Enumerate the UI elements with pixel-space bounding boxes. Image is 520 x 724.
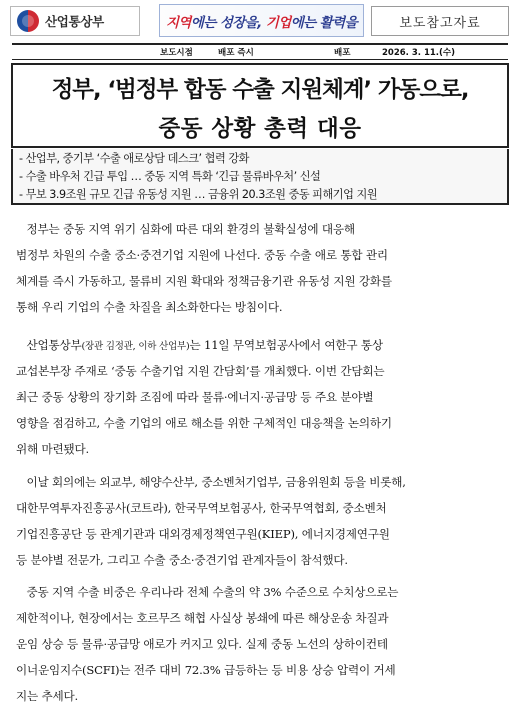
paragraph-1 [16,216,506,320]
ministry-logo [10,6,140,36]
headline-line-2: 중동 상황 총력 대응 [158,116,362,142]
slogan-part4: 에는 활력을 [290,14,358,31]
summary-box [11,149,509,205]
slogan-part1: 지역 [165,14,191,31]
paragraph-line: 통해 우리 기업의 수출 차질을 최소화한다는 방침이다. [16,300,283,314]
paragraph-line: 이너운임지수(SCFI)는 전주 대비 72.3% 급등하는 등 비용 상승 압력이 거세 [16,663,396,677]
distribution-date: 2026. 3. 11.(수) [382,48,455,58]
document-header [0,0,520,44]
paragraph-line [16,332,506,358]
headline-box [11,63,509,148]
paragraph-2 [16,332,506,462]
distribution-label: 배포 [334,48,351,58]
paragraph-line: 중동 지역 수출 비중은 우리나라 전체 수출의 약 3% 수준으로 수치상으로는 [16,585,399,599]
summary-item: - 무보 3.9조원 규모 긴급 유동성 지원 … 금융위 20.3조원 중동 피해기업 지원 [19,188,378,201]
ministry-name: 산업통상부 [45,14,104,29]
paragraph-line: 운임 상승 등 물류·공급망 애로가 커지고 있다. 실제 중동 노선의 상하이컨테 [16,637,388,651]
release-value: 배포 즉시 [218,48,254,58]
slogan-banner [159,4,364,37]
paragraph-line: 등 분야별 전문가, 그리고 수출 중소·중견기업 관계자들이 참석했다. [16,553,348,567]
release-label: 보도시점 [160,48,193,58]
taegeuk-emblem-icon [17,10,39,32]
paragraph-3 [16,469,506,573]
paragraph-line: 최근 중동 상황의 장기화 조짐에 따라 물류·에너지·공급망 등 주요 분야별 [16,390,374,404]
headline-line-1: 정부, ‘범정부 합동 수출 지원체계’ 가동으로, [51,77,469,103]
paragraph-line: 지는 추세다. [16,689,78,703]
slogan-part2: 에는 성장을, [190,14,266,31]
summary-item: - 수출 바우처 긴급 투입 … 중동 지역 특화 ‘긴급 물류바우처’ 신설 [19,170,321,183]
slogan-part3: 기업 [265,14,291,31]
paragraph-line: 이날 회의에는 외교부, 해양수산부, 중소벤처기업부, 금융위원회 등을 비롯해, [16,475,406,489]
release-meta-bar [12,43,508,60]
paragraph-4 [16,579,506,709]
paragraph-line: 체계를 즉시 가동하고, 물류비 지원 확대와 정책금융기관 유동성 지원 강화를 [16,274,392,288]
minister-aside: (장관 김정관, 이하 산업부) [81,341,190,352]
paragraph-line: 영향을 점검하고, 수출 기업의 애로 해소를 위한 구체적인 대응책을 논의하기 [16,416,392,430]
paragraph-line: 정부는 중동 지역 위기 심화에 따른 대외 환경의 불확실성에 대응해 [16,222,355,236]
paragraph-line: 대한무역투자진흥공사(코트라), 한국무역보험공사, 한국무역협회, 중소벤처 [16,501,387,515]
paragraph-text: 는 11일 무역보험공사에서 여한구 통상 [189,338,383,352]
doc-type-label: 보도참고자료 [371,6,509,36]
paragraph-line: 교섭본부장 주재로 ‘중동 수출기업 지원 간담회’를 개최했다. 이번 간담회는 [16,364,385,378]
ministry-ref: 산업통상부 [16,338,82,352]
paragraph-line: 범정부 차원의 수출 중소·중견기업 지원에 나선다. 중동 수출 애로 통합 관리 [16,248,388,262]
paragraph-line: 기업진흥공단 등 관계기관과 대외경제정책연구원(KIEP), 에너지경제연구원 [16,527,390,541]
paragraph-line: 위해 마련됐다. [16,442,89,456]
summary-item: - 산업부, 중기부 ‘수출 애로상담 데스크’ 협력 강화 [19,152,249,165]
paragraph-line: 제한적이나, 현장에서는 호르무즈 해협 사실상 봉쇄에 따른 해상운송 차질과 [16,611,389,625]
